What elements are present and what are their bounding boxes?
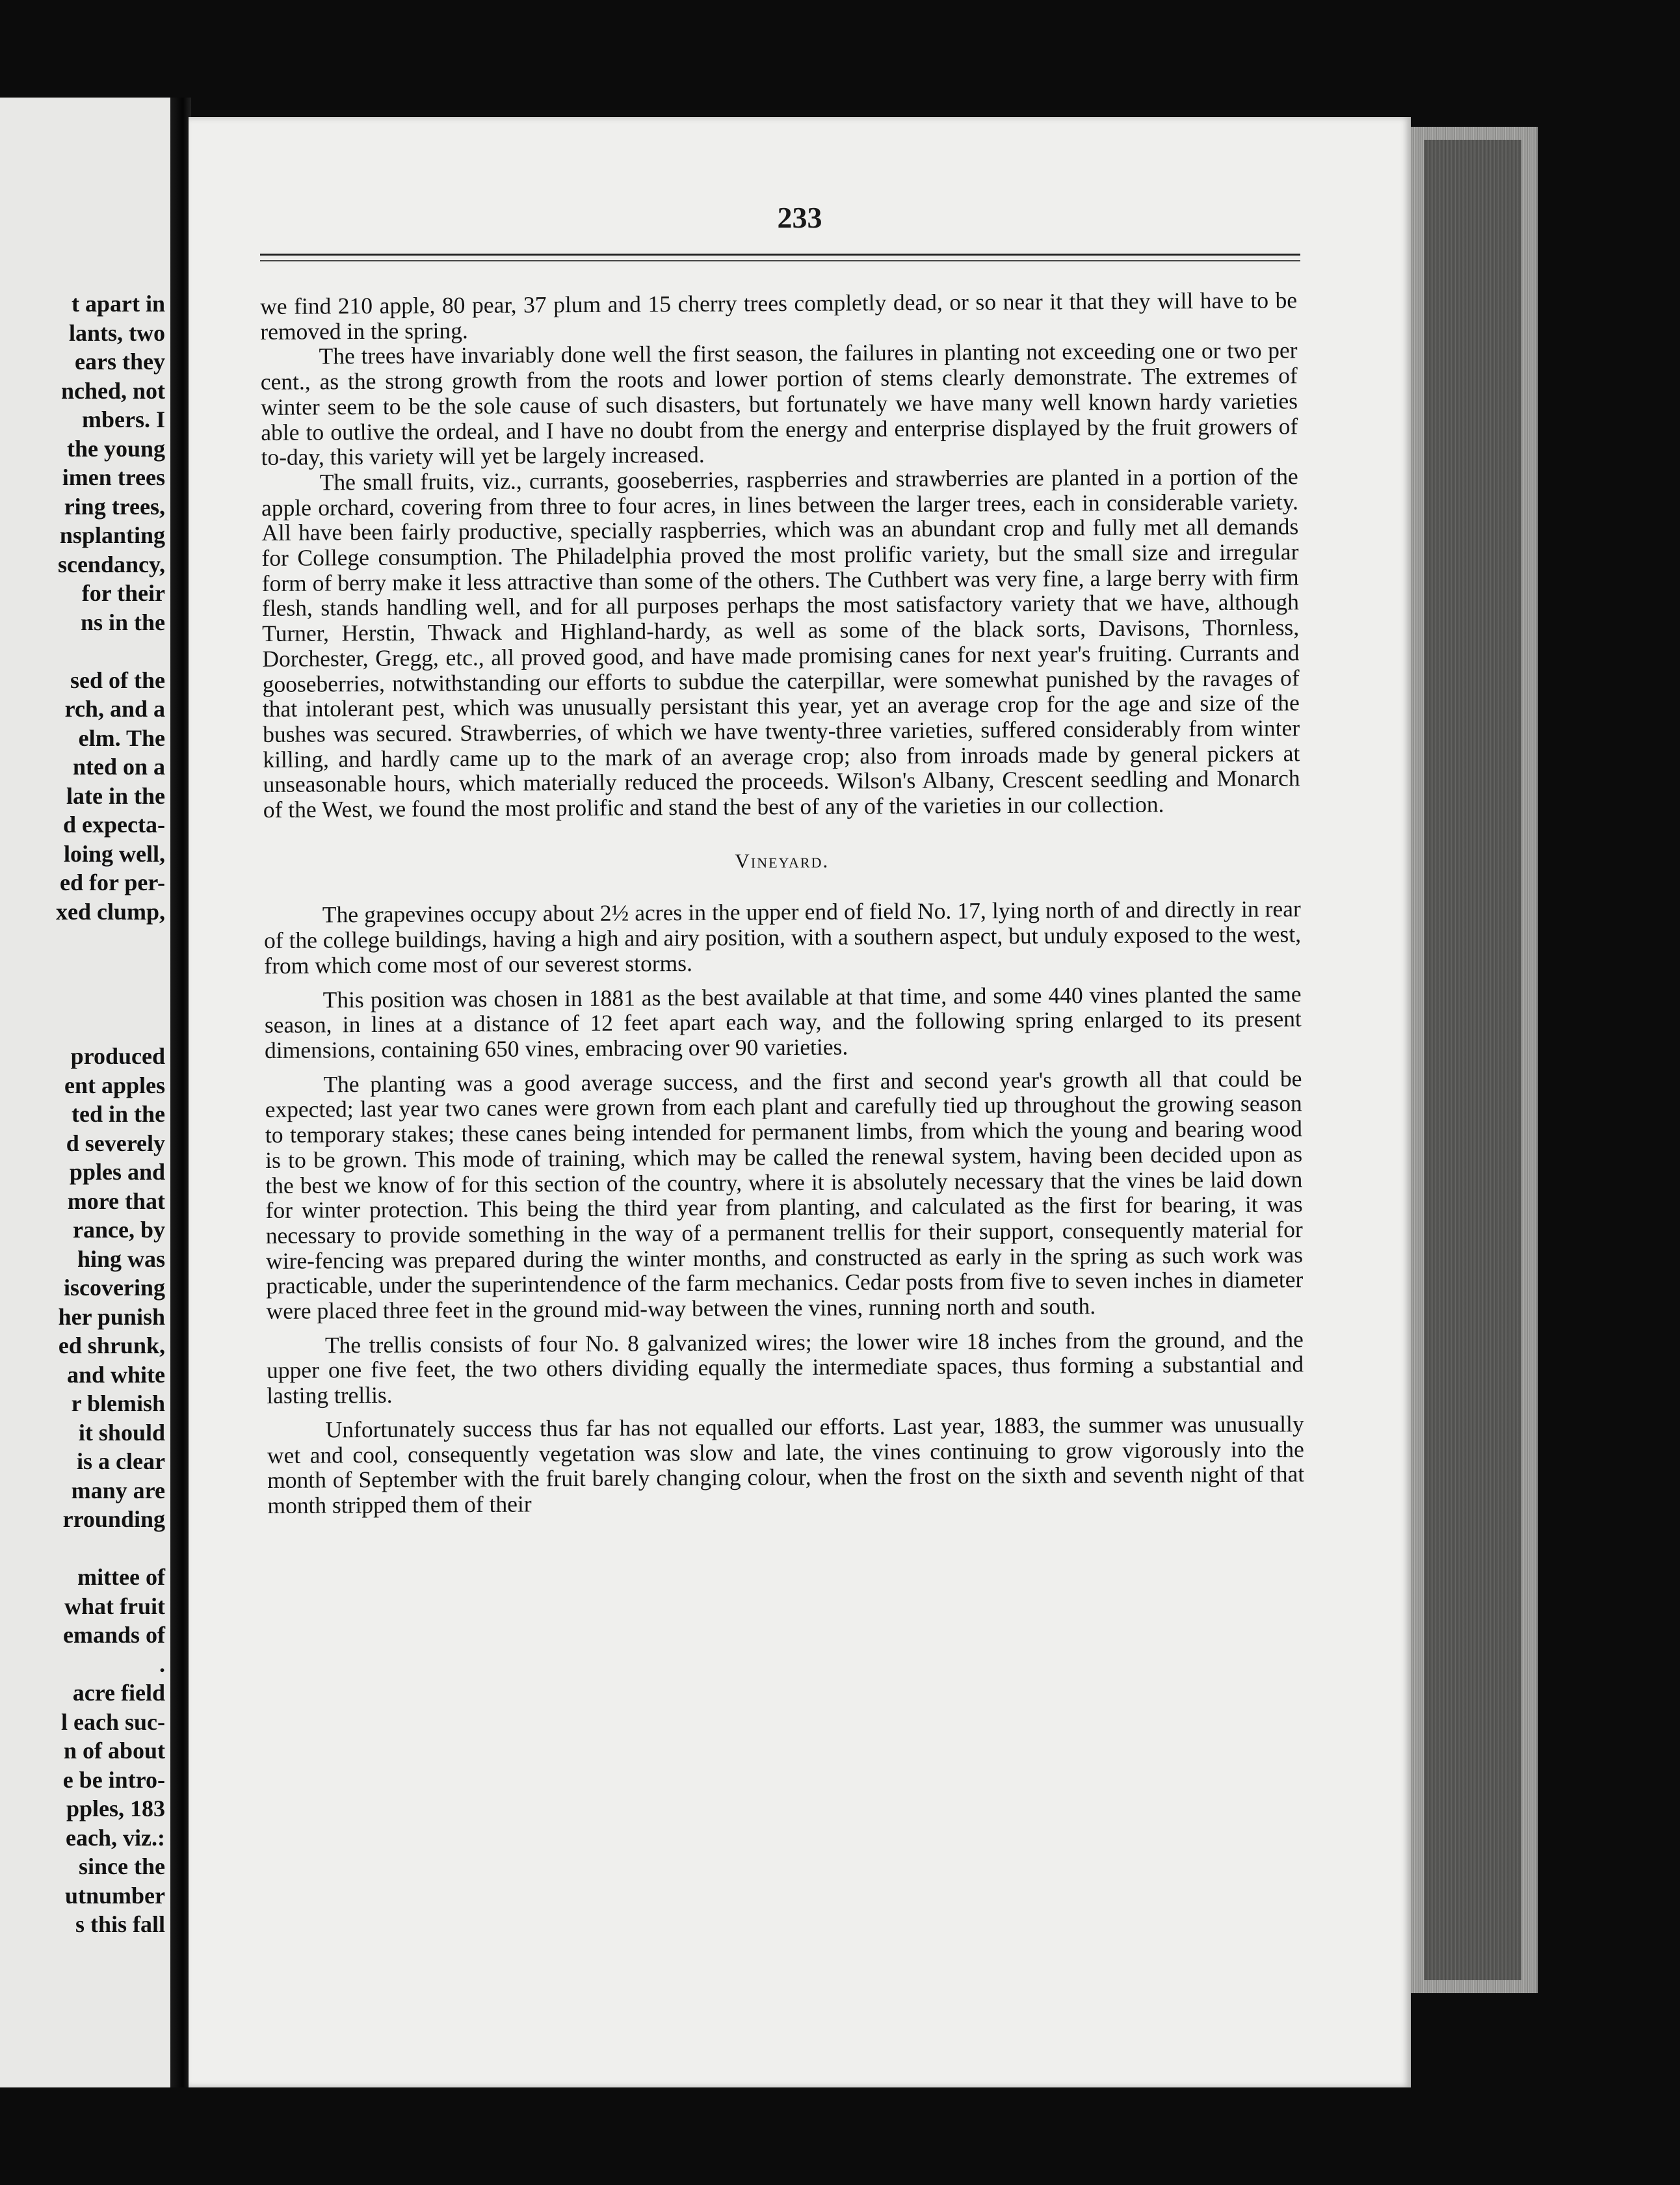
section-heading-vineyard: Vineyard.	[735, 849, 830, 873]
vineyard-paragraph-5: Unfortunately success thus far has not equalled our efforts. Last year, 1883, the summer was unusually wet and cool, consequently vegetation was slow and late, the vines continuing to grow vigorously into the month of September with the fruit barely changing colour, when the frost on the sixth and seventh night of that month stripped them of their	[267, 1410, 1305, 1518]
vineyard-paragraph-3: The planting was a good average success, and the first and second year's growth all that could be expected; last year two canes were grown from each plant and carefully tied up throughout the growing season to temporary stakes; these canes being intended for permanent limbs, from which the young and bearing wood is to be grown. This mode of training, which may be called the renewal system, having been decided upon as the best we know of for this section of the country, where it is absolutely necessary that the vines be laid down for winter protection. This being the third year from planting, and calculated as the first for bearing, it was necessary to provide something in the way of a permanent trellis for their support, consequently material for wire-fencing was prepared during the winter months, and constructed as early in the spring as such work was practicable, under the superintendence of the farm mechanics. Cedar posts from five to seven inches in diameter were placed three feet in the ground mid-way between the vines, running north and south.	[265, 1065, 1304, 1324]
left-page-line: nsplanting	[59, 522, 165, 548]
left-page-gap	[56, 955, 165, 985]
left-page-gap	[56, 1534, 165, 1563]
left-page-line: for their	[81, 580, 165, 606]
left-page-line: pples, 183	[66, 1795, 165, 1821]
left-page-line: nched, not	[60, 377, 165, 404]
left-page-line: ed shrunk,	[58, 1332, 165, 1358]
header-rule	[260, 254, 1300, 256]
left-page-line: rch, and a	[64, 696, 165, 722]
vineyard-paragraph-4: The trellis consists of four No. 8 galvanized wires; the lower wire 18 inches from the ground, and the upper one five feet, the two others dividing equally the intermediate spaces, thus forming a substantial and lasting trellis.	[266, 1325, 1304, 1409]
left-page-line: and white	[66, 1361, 165, 1388]
left-page-line: mittee of	[77, 1564, 165, 1590]
left-page-line: it should	[78, 1419, 165, 1446]
page-number: 233	[777, 201, 822, 234]
left-page-line: mbers. I	[82, 406, 165, 432]
left-page-line: rrounding	[62, 1506, 165, 1532]
left-page-line: elm. The	[78, 724, 165, 751]
vineyard-paragraph-1: The grapevines occupy about 2½ acres in the upper end of field No. 17, lying north of and directly in rear of the college buildings, having a high and airy position, with a southern aspect, but unduly exposed to the west, from which come most of our severest storms.	[263, 895, 1302, 979]
vineyard-paragraph-2: This position was chosen in 1881 as the best available at that time, and some 440 vines planted the same season, in lines at a distance of 12 feet apart each way, and the following spring enlarged to its present dimensions, containing 650 vines, embracing over 90 varieties.	[264, 980, 1302, 1063]
page-edges-shadow	[1424, 140, 1521, 1980]
left-page-line: iscovering	[64, 1275, 165, 1301]
orchard-paragraph-3: The small fruits, viz., currants, gooseberries, raspberries and strawberries are planted in a portion of the apple orchard, covering from three to four acres, in lines between the larger trees, each in considerable variety. All have been fairly productive, specially raspberries, which was an abundant crop and fully met all demands for College consumption. The Philadelphia proved the most prolific variety, but the small size and irregular form of berry make it less attractive than some of the others. The Cuthbert was very fine, a large berry with firm flesh, stands handling well, and for all purposes perhaps the most satisfactory variety that we have, although Turner, Herstin, Thwack and Highland-hardy, as well as some of the black sorts, Davisons, Thornless, Dorchester, Gregg, etc., all proved good, and have made promising canes for next year's fruiting. Currants and gooseberries, notwithstanding our efforts to subdue the caterpillar, were somewhat punished by the ravages of that intolerant pest, which was unusually persistant this year, yet an average crop for the age and size of the bushes was secured. Strawberries, of which we have twenty-three varieties, suffered considerably from winter killing, and hardly came up to the mark of an average crop; also from inroads made by general pickers at unseasonable hours, which materially reduced the proceeds. Wilson's Albany, Crescent seedling and Monarch of the West, we found the most prolific and stand the best of any of the varieties in our collection.	[261, 463, 1300, 823]
left-page-line: rance, by	[73, 1217, 165, 1243]
left-page-line: each, viz.:	[66, 1824, 165, 1851]
orchard-paragraph-2: The trees have invariably done well the first season, the failures in planting not exceeding one or two per cent., as the strong growth from the roots and lower portion of stems clearly demonstrate. The extremes of winter seem to be the sole cause of such disasters, but fortunately we have many well known hardy varieties able to outlive the ordeal, and I have no doubt from the energy and enterprise displayed by the fruit growers of to-day, this variety will yet be largely increased.	[260, 337, 1298, 471]
left-page-line: many are	[71, 1477, 165, 1503]
left-page-line: ted in the	[72, 1101, 165, 1127]
left-page-gap	[56, 926, 165, 955]
header-rule-thin	[260, 260, 1300, 261]
left-page-line: ears they	[75, 349, 165, 375]
left-page-line: loing well,	[63, 840, 165, 867]
left-page-line: utnumber	[64, 1882, 165, 1909]
left-page-gap	[56, 1013, 165, 1042]
left-page-line: ns in the	[80, 609, 165, 635]
left-page-line: late in the	[66, 782, 165, 809]
left-page-line: t apart in	[72, 291, 165, 317]
left-page-line: nted on a	[72, 754, 165, 780]
left-page-line: ring trees,	[64, 493, 165, 520]
left-page-line: ent apples	[64, 1072, 165, 1098]
left-page-line: d severely	[66, 1130, 165, 1156]
left-page-text	[56, 289, 165, 1939]
orchard-paragraph-1: we find 210 apple, 80 pear, 37 plum and 15 cherry trees completly dead, or so near it that they will have to be removed in the spring.	[259, 287, 1298, 345]
left-page-line: more that	[67, 1187, 165, 1214]
left-page-line: since the	[79, 1853, 165, 1879]
left-page-line: lants, two	[68, 319, 165, 346]
left-page-line: r blemish	[71, 1390, 165, 1416]
left-page-line: xed clump,	[55, 898, 165, 925]
left-page-line: d expecta-	[63, 812, 165, 838]
left-page-line: imen trees	[62, 464, 165, 490]
left-page-line: acre field	[72, 1680, 165, 1706]
left-page-line: ed for per-	[60, 869, 165, 895]
left-page-line: hing was	[77, 1245, 165, 1272]
main-page	[189, 117, 1411, 2087]
left-page-line: produced	[70, 1043, 165, 1069]
left-page-fragment	[0, 98, 170, 2087]
left-page-line: is a clear	[77, 1448, 165, 1474]
left-page-line: scendancy,	[57, 551, 165, 577]
left-page-line: .	[159, 1650, 165, 1677]
left-page-line: the young	[66, 435, 165, 462]
body-text	[260, 287, 1305, 1527]
left-page-line: e be intro-	[62, 1766, 165, 1793]
left-page-line: s this fall	[75, 1911, 165, 1937]
left-page-line: her punish	[58, 1303, 165, 1330]
left-page-line: pples and	[69, 1159, 165, 1185]
left-page-line: n of about	[63, 1738, 165, 1764]
left-page-line: l each suc-	[61, 1708, 165, 1735]
left-page-line: what fruit	[64, 1593, 165, 1619]
left-page-gap	[56, 984, 165, 1013]
left-page-gap	[56, 637, 165, 666]
left-page-line: emands of	[62, 1622, 165, 1648]
left-page-line: sed of the	[70, 667, 165, 693]
